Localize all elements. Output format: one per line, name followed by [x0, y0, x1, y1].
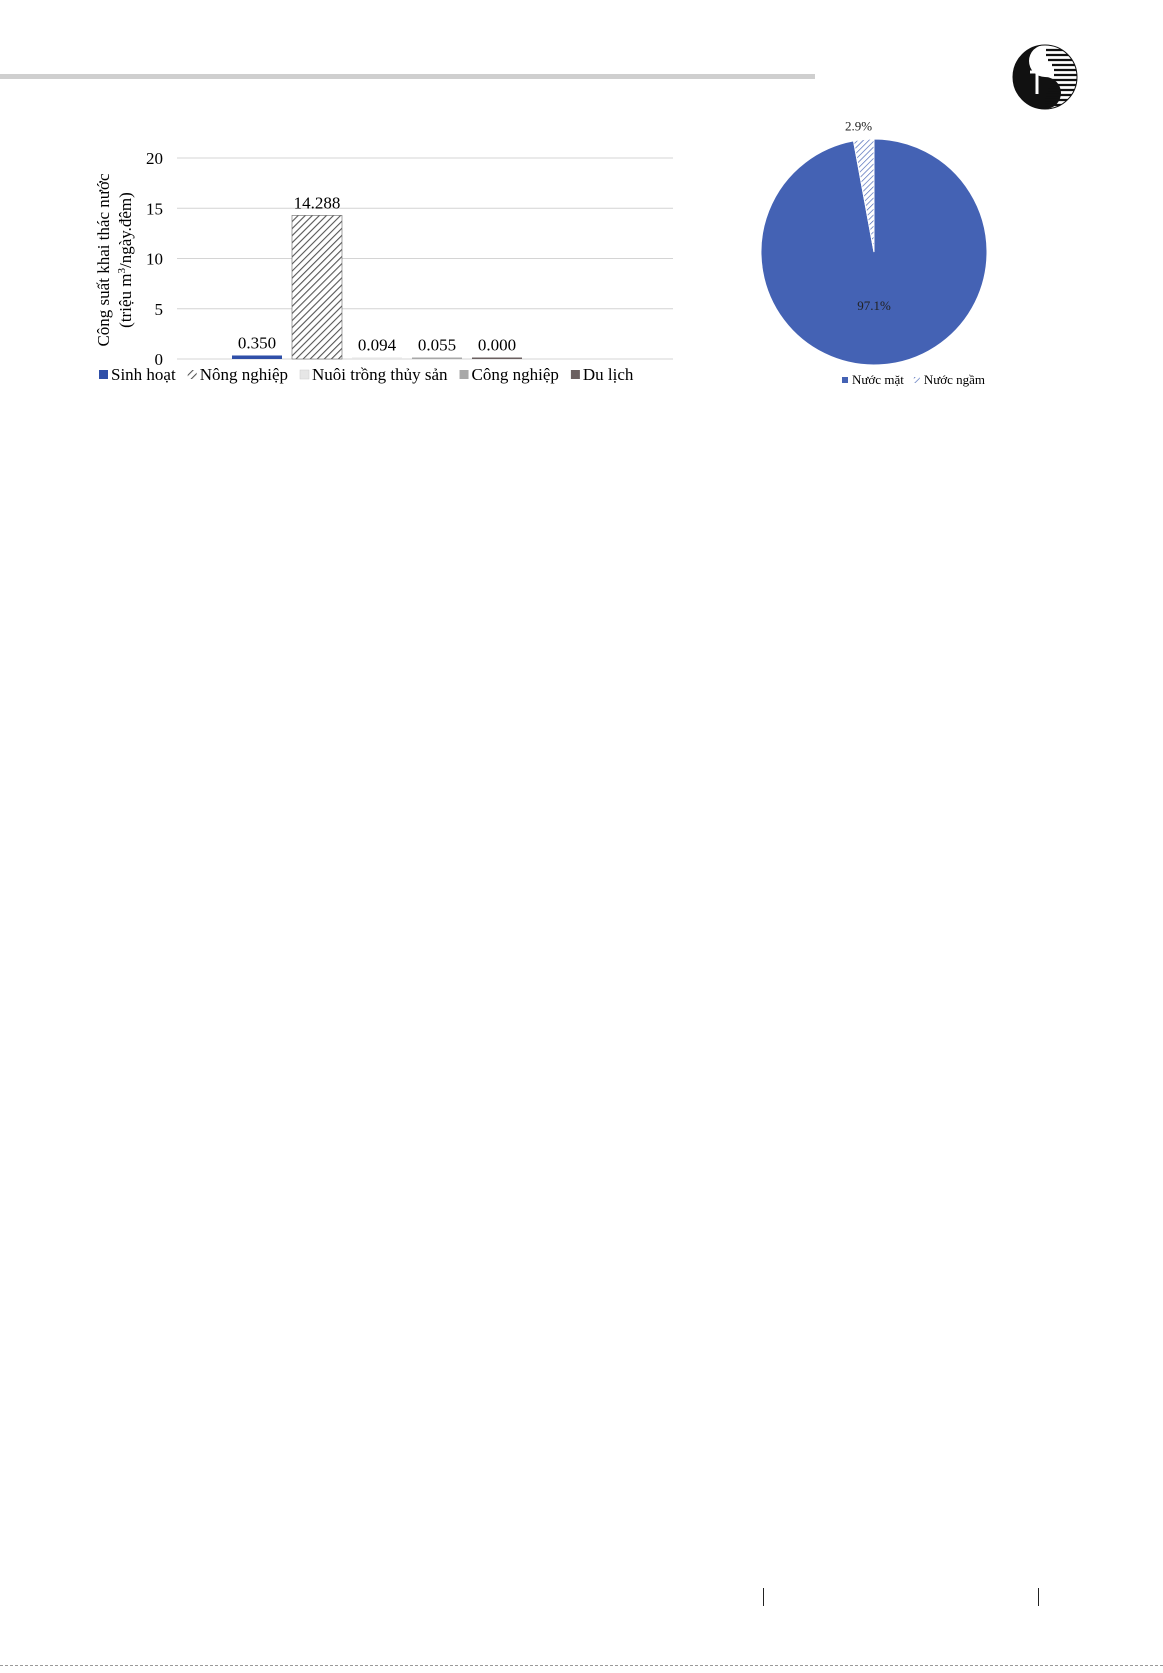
y-tick-label: 10 [146, 249, 163, 269]
legend-swatch [571, 370, 580, 379]
legend-label: Nông nghiệp [199, 365, 288, 384]
legend-label: Nuôi trồng thủy sản [312, 365, 448, 384]
legend-label: Công nghiệp [471, 365, 559, 384]
legend-item [99, 365, 176, 384]
legend-item [188, 365, 288, 384]
bar-1 [292, 215, 342, 359]
legend-item [460, 365, 559, 384]
bar-0 [232, 355, 282, 359]
legend-swatch [300, 370, 309, 379]
y-tick-label: 15 [146, 199, 163, 219]
bar-value-label: 0.094 [357, 335, 397, 355]
legend-label: Du lịch [582, 365, 634, 384]
legend-swatch [914, 377, 920, 383]
legend-item [300, 365, 448, 384]
legend-item [571, 365, 634, 384]
legend-swatch [99, 370, 108, 379]
y-tick-label: 0 [154, 350, 163, 369]
bar-value-label: 0.000 [477, 335, 517, 355]
legend-swatch [460, 370, 469, 379]
legend-swatch [188, 370, 197, 379]
bar-chart-legend [99, 365, 634, 384]
legend-swatch [842, 377, 848, 383]
y-tick-label: 5 [154, 299, 163, 319]
bar-value-label: 0.350 [237, 333, 277, 353]
y-axis-label-line1: Công suất khai thác nước [94, 173, 113, 347]
water-capacity-bar-chart [95, 135, 695, 415]
pie-chart-legend [842, 372, 985, 387]
header-rule [0, 74, 815, 79]
bar-2 [352, 358, 402, 360]
pie-slice-label: 2.9% [844, 118, 873, 134]
legend-label: Nước mặt [852, 372, 904, 387]
footer-divider-left [763, 1588, 764, 1606]
legend-label: Sinh hoạt [111, 365, 176, 384]
legend-item [914, 372, 985, 387]
publisher-logo-icon [1012, 44, 1078, 110]
y-axis-label-line2: (triệu $m^3/ngày.đêm$) [116, 192, 135, 328]
bar-4 [472, 358, 522, 360]
water-source-pie-chart [760, 118, 1030, 420]
bar-value-label: 14.288 [293, 193, 341, 213]
footer-dotted-rule [0, 1665, 1163, 1666]
y-tick-label: 20 [146, 149, 163, 168]
legend-item [842, 372, 904, 387]
pie-slice-label: 97.1% [857, 298, 891, 313]
bar-3 [412, 358, 462, 360]
bar-value-label: 0.055 [417, 335, 457, 355]
legend-label: Nước ngầm [923, 372, 986, 387]
footer-divider-right [1038, 1588, 1039, 1606]
